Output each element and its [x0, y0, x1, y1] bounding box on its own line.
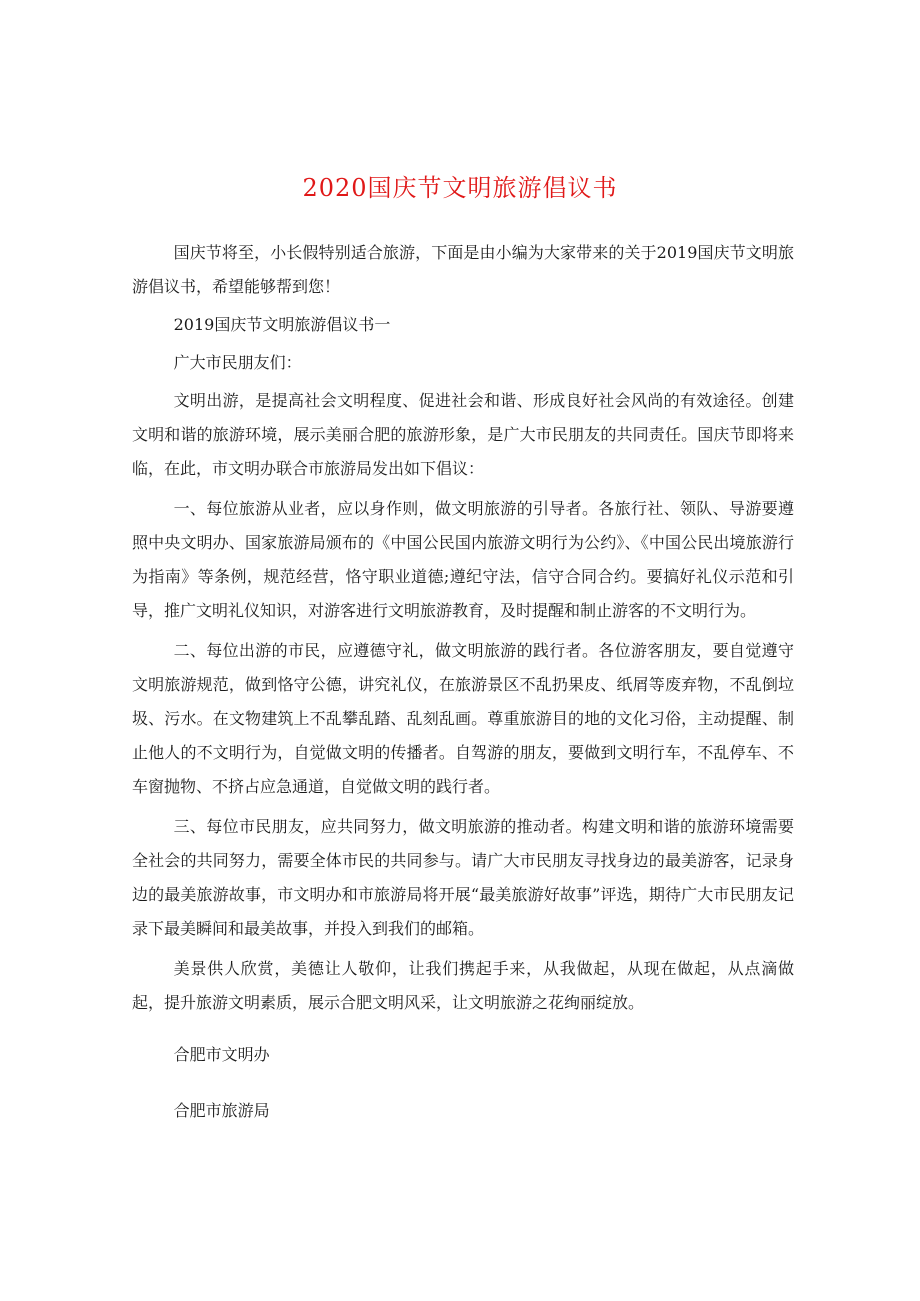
proposal-two-paragraph: 二、每位出游的市民，应遵德守礼，做文明旅游的践行者。各位游客朋友，要自觉遵守文明旅游规范，做到恪守公德，讲究礼仪，在旅游景区不乱扔果皮、纸屑等废弃物，不乱倒垃圾、污水。在文物建筑上不乱攀乱踏、乱刻乱画。尊重旅游目的地的文化习俗，主动提醒、制止他人的不文明行为，自觉做文明的传播者。自驾游的朋友，要做到文明行车，不乱停车、不车窗抛物、不挤占应急通道，自觉做文明的践行者。: [132, 641, 794, 796]
closing-paragraph: 美景供人欣赏，美德让人敬仰，让我们携起手来，从我做起，从现在做起，从点滴做起，提升旅游文明素质，展示合肥文明风采，让文明旅游之花绚丽绽放。: [132, 959, 794, 1012]
proposal-three-paragraph: 三、每位市民朋友，应共同努力，做文明旅游的推动者。构建文明和谐的旅游环境需要全社会的共同努力，需要全体市民的共同参与。请广大市民朋友寻找身边的最美游客，记录身边的最美旅游故事，市文明办和市旅游局将开展“最美旅游好故事”评选，期待广大市民朋友记录下最美瞬间和最美故事，并投入到我们的邮箱。: [132, 817, 794, 938]
signature-civilization-office: 合肥市文明办: [173, 1045, 270, 1064]
subtitle-paragraph: 2019国庆节文明旅游倡议书一: [173, 315, 391, 334]
document-body: [132, 236, 794, 1128]
intro-paragraph: 国庆节将至，小长假特别适合旅游，下面是由小编为大家带来的关于2019国庆节文明旅游倡议书，希望能够帮到您！: [132, 243, 794, 296]
opening-paragraph: 文明出游，是提高社会文明程度、促进社会和谐、形成良好社会风尚的有效途径。创建文明和谐的旅游环境，展示美丽合肥的旅游形象，是广大市民朋友的共同责任。国庆节即将来临，在此，市文明办联合市旅游局发出如下倡议：: [132, 391, 794, 478]
document-title: 2020国庆节文明旅游倡议书: [302, 174, 618, 202]
proposal-one-paragraph: 一、每位旅游从业者，应以身作则，做文明旅游的引导者。各旅行社、领队、导游要遵照中央文明办、国家旅游局颁布的《中国公民国内旅游文明行为公约》、《中国公民出境旅游行为指南》等条例，规范经营，恪守职业道德;遵纪守法，信守合同合约。要搞好礼仪示范和引导，推广文明礼仪知识，对游客进行文明旅游教育，及时提醒和制止游客的不文明行为。: [132, 499, 794, 620]
salutation-paragraph: 广大市民朋友们：: [173, 353, 302, 372]
signature-tourism-bureau: 合肥市旅游局: [173, 1101, 270, 1120]
